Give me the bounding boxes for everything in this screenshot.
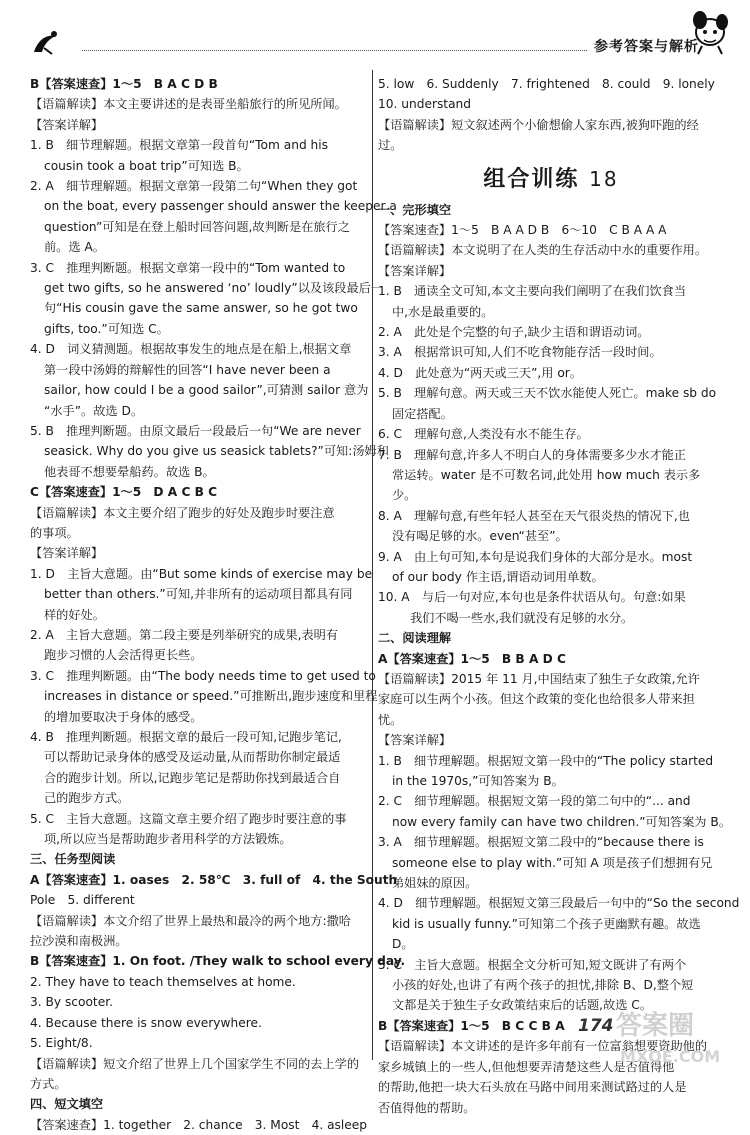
watermark-text: 答案圈 (616, 1011, 695, 1041)
text-line: of our body 作主语,谓语动词用单数。 (392, 569, 604, 584)
text-line: 5. B 推理判断题。由原文最后一段最后一句“We are never (30, 423, 361, 438)
text-line: 3. C 推理判断题。由“The body needs time to get used to (30, 668, 376, 683)
text-line: 5. Eight/8. (30, 1036, 93, 1051)
text-line: 忧。 (378, 712, 403, 727)
text-line: 【语篇解读】2015 年 11 月,中国结束了独生子女政策,允许 (378, 671, 700, 686)
text-line: on the boat, every passenger should answer the keeper a (44, 199, 397, 214)
text-line: 【答案详解】 (30, 546, 104, 561)
text-line: 句“His cousin gave the same answer, so he got two (44, 301, 358, 316)
text-line: 2. A 细节理解题。根据文章第一段第二句“When they got (30, 179, 358, 194)
text-line: A【答案速查】1～5 B B A D C (378, 651, 566, 666)
text-line: 第一段中汤姆的辩解性的回答“I have never been a (44, 362, 331, 377)
section-heading: 一、完形填空 (378, 202, 452, 217)
right-body-block (378, 200, 740, 1118)
text-line: 2. C 细节理解题。根据短文第一段的第二句中的“... and (378, 794, 691, 809)
text-line: 文都是关于独生子女政策结束后的话题,故选 C。 (392, 998, 653, 1013)
text-line: D。 (392, 937, 414, 952)
text-line: 【答案详解】 (378, 263, 452, 278)
text-line: 【答案详解】 (30, 117, 104, 132)
text-line: 4. B 推理判断题。根据文章的最后一段可知,记跑步笔记, (30, 730, 342, 744)
text-line: 1. B 通读全文可知,本文主要向我们阐明了在我们饮食当 (378, 284, 687, 299)
right-top-block (378, 74, 724, 156)
text-line: 家乡城镇上的一些人,但他想要弄清楚这些人是否值得他 (378, 1059, 675, 1074)
text-line: 1. B 细节理解题。根据短文第一段中的“The policy started (378, 753, 714, 768)
text-line: 我们不喝一些水,我们就没有足够的水分。 (410, 610, 634, 625)
text-line: 可以帮助记录身体的感受及运动量,从而帮助你制定最适 (44, 750, 341, 765)
text-line: 【语篇解读】本文主要讲述的是表哥坐船旅行的所见所闻。 (30, 97, 347, 112)
section-heading: 四、短文填空 (30, 1097, 104, 1112)
text-line: 弟姐妹的原因。 (392, 876, 478, 891)
text-line: 少。 (392, 488, 417, 503)
cartoon-mascot-icon (680, 10, 740, 56)
text-line: seasick. Why do you give us seasick tablets?”可知:汤姆和 (44, 444, 389, 459)
text-line: 2. A 此处是个完整的句子,缺少主语和谓语动词。 (378, 325, 650, 340)
text-line: 4. Because there is snow everywhere. (30, 1015, 262, 1030)
text-line: 2. A 主旨大意题。第二段主要是列举研究的成果,表明有 (30, 627, 339, 642)
section-title (378, 160, 724, 198)
text-line: someone else to play with.”可知 A 项是孩子们想拥有兄 (392, 855, 713, 870)
section-heading: 二、阅读理解 (378, 631, 452, 646)
page-number: 174 (578, 1016, 614, 1036)
text-line: 小孩的好处,也讲了有两个孩子的担忧,排除 B、D,整个短 (392, 978, 694, 993)
text-line: 样的好处。 (44, 607, 105, 622)
text-line: 常运转。water 是不可数名词,此处用 how much 表示多 (392, 467, 701, 482)
text-line: B【答案速查】1～5 B C C B A (378, 1018, 565, 1033)
header-dotted-rule (82, 50, 587, 51)
text-line: 固定搭配。 (392, 406, 453, 421)
text-line: 10. understand (378, 97, 472, 112)
dancing-figure-icon (30, 30, 64, 56)
column-divider (372, 70, 373, 1060)
text-line: 7. B 理解句意,许多人不明白人的身体需要多少水才能正 (378, 447, 687, 462)
text-line: now every family can have two children.”可知答案为 B。 (392, 814, 731, 829)
text-line: gifts, too.”可知选 C。 (44, 321, 169, 336)
text-line: in the 1970s,”可知答案为 B。 (392, 774, 564, 788)
section-title-number: 18 (589, 166, 619, 191)
text-line: 家庭可以生两个小孩。但这个政策的变化也给很多人带来担 (378, 692, 695, 707)
text-line: 没有喝足够的水。even“甚至”。 (392, 529, 568, 544)
text-line: 1. B 细节理解题。根据文章第一段首句“Tom and his (30, 138, 329, 153)
text-line: 3. A 细节理解题。根据短文第二段中的“because there is (378, 835, 704, 850)
text-line: 跑步习惯的人会活得更长些。 (44, 648, 203, 663)
text-line: 他表哥不想要晕船药。故选 B。 (44, 464, 215, 479)
text-line: 4. D 词义猜测题。根据故事发生的地点是在船上,根据文章 (30, 342, 352, 357)
text-line: “水手”。故选 D。 (44, 403, 144, 418)
text-line: 的增加要取决于身体的感受。 (44, 709, 203, 724)
text-line: 【语篇解读】本文讲述的是许多年前有一位富翁想要资助他的 (378, 1039, 708, 1054)
text-line: question”可知是在登上船时回答问题,故判断是在旅行之 (44, 219, 350, 234)
text-line: 【语篇解读】本文说明了在人类的生存活动中水的重要作用。 (378, 243, 708, 258)
text-line: 的帮助,他把一块大石头放在马路中间用来测试路过的人是 (378, 1080, 687, 1095)
text-line: C【答案速查】1～5 D A C B C (30, 485, 218, 500)
text-line: 3. A 根据常识可知,人们不吃食物能存活一段时间。 (378, 345, 662, 360)
text-line: 项,所以应当是帮助跑步者用科学的方法锻炼。 (44, 832, 292, 847)
text-line: 【语篇解读】短文介绍了世界上几个国家学生不同的去上学的 (30, 1056, 360, 1071)
text-line: 【语篇解读】本文介绍了世界上最热和最冷的两个地方:撒哈 (30, 913, 351, 928)
left-column (30, 74, 406, 1135)
section-heading: 三、任务型阅读 (30, 852, 116, 867)
text-line: 合的跑步计划。所以,记跑步笔记是帮助你找到最适合自 (44, 770, 341, 785)
watermark-subtext: MXQE.COM (620, 1047, 721, 1066)
text-line: 6. C 理解句意,人类没有水不能生存。 (378, 427, 589, 442)
text-line: 己的跑步方式。 (44, 791, 130, 806)
section-title-text: 组合训练 (483, 166, 580, 192)
text-line: 拉沙漠和南极洲。 (30, 934, 128, 949)
text-line: 中,水是最重要的。 (392, 304, 494, 319)
text-line: 3. C 推理判断题。根据文章第一段中的“Tom wanted to (30, 260, 346, 275)
watermark-logo (612, 1000, 742, 1070)
text-line: Pole 5. different (30, 893, 135, 908)
text-line: 方式。 (30, 1076, 67, 1091)
text-line: 4. D 细节理解题。根据短文第三段最后一句中的“So the second (378, 896, 740, 911)
text-line: 5. C 主旨大意题。这篇文章主要介绍了跑步时要注意的事 (30, 811, 347, 826)
text-line: 否值得他的帮助。 (378, 1100, 476, 1115)
text-line: get two gifts, so he answered ‘no’ loudly”以及该段最后一 (44, 281, 384, 296)
text-line: 【语篇解读】短文叙述两个小偷想偷人家东西,被狗吓跑的经 (378, 117, 699, 132)
text-line: B【答案速查】1. On foot. /They walk to school every day. (30, 954, 406, 969)
text-line: B【答案速查】1～5 B A C D B (30, 77, 218, 91)
text-line: 9. A 由上句可知,本句是说我们身体的大部分是水。most (378, 549, 693, 564)
text-line: 5. C 主旨大意题。根据全文分析可知,短文既讲了有两个 (378, 957, 687, 972)
text-line: 2. They have to teach themselves at home. (30, 974, 296, 989)
text-line: 【语篇解读】本文主要介绍了跑步的好处及跑步时要注意 (30, 505, 335, 520)
text-line: 前。选 A。 (44, 240, 105, 255)
page-header (0, 0, 750, 62)
text-line: 5. B 理解句意。两天或三天不饮水能使人死亡。make sb do (378, 386, 717, 401)
text-line: 4. D 此处意为“两天或三天”,用 or。 (378, 365, 582, 380)
text-line: cousin took a boat trip”可知选 B。 (44, 158, 249, 173)
text-line: kid is usually funny.”可知第二个孩子更幽默有趣。故选 (392, 916, 701, 931)
text-line: 【答案详解】 (378, 733, 452, 748)
text-line: 8. A 理解句意,有些年轻人甚至在天气很炎热的情况下,也 (378, 508, 690, 523)
text-line: 3. By scooter. (30, 995, 113, 1010)
text-line: sailor, how could I be a good sailor”,可猜测 sailor 意为 (44, 383, 369, 398)
text-line: 的事项。 (30, 525, 79, 540)
text-line: 10. A 与后一句对应,本句也是条件状语从句。句意:如果 (378, 590, 686, 605)
text-line: 【答案速查】1～5 B A A D B 6～10 C B A A A (378, 223, 667, 238)
text-line: better than others.”可知,并非所有的运动项目都具有同 (44, 587, 353, 602)
text-line: 1. D 主旨大意题。由“But some kinds of exercise may be (30, 566, 373, 581)
text-line: 过。 (378, 138, 403, 153)
text-line: 【答案速查】1. together 2. chance 3. Most 4. asleep (30, 1117, 368, 1132)
right-column (378, 74, 740, 1118)
text-line: increases in distance or speed.”可推断出,跑步速度和里程 (44, 689, 378, 704)
text-line: 5. low 6. Suddenly 7. frightened 8. could 9. lonely (378, 77, 715, 91)
header-title: 参考答案与解析 (594, 39, 699, 55)
text-line: A【答案速查】1. oases 2. 58℃ 3. full of 4. the South (30, 872, 398, 887)
